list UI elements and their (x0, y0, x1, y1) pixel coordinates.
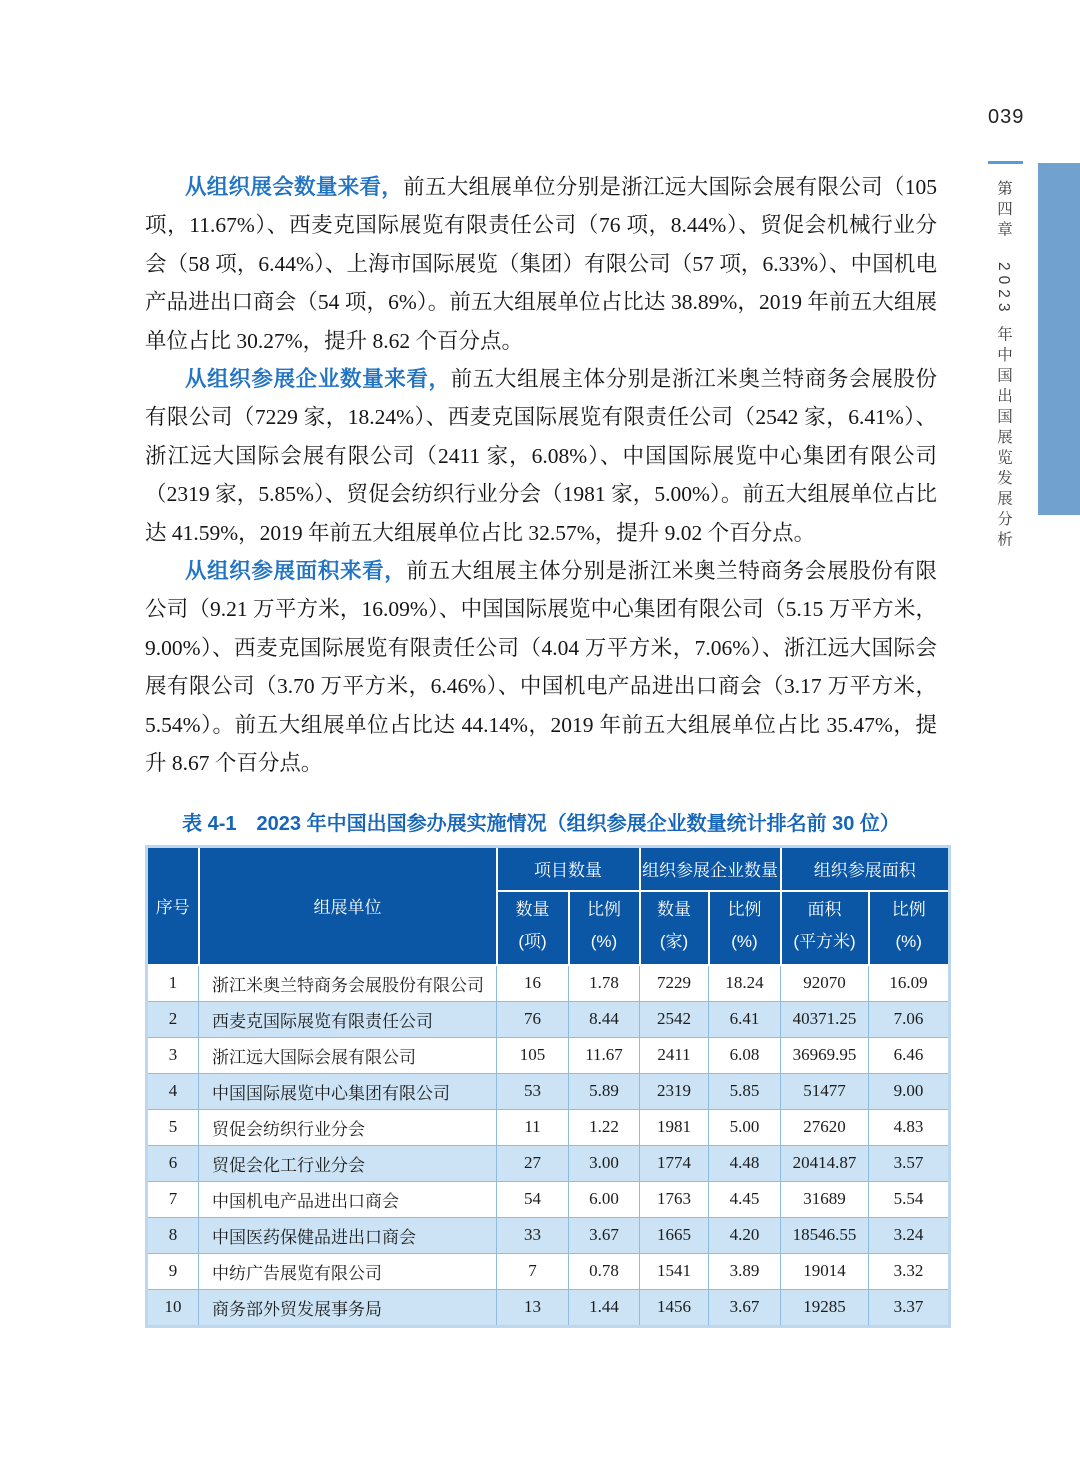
header-group-area: 组织参展面积 (781, 846, 950, 891)
cell-project-count: 27 (497, 1145, 569, 1181)
paragraph-exhibition-count (145, 168, 937, 360)
cell-project-ratio: 8.44 (569, 1001, 640, 1037)
cell-project-ratio: 0.78 (569, 1253, 640, 1289)
cell-seq: 5 (147, 1109, 199, 1145)
cell-enterprise-count: 1541 (640, 1253, 709, 1289)
cell-area-value: 36969.95 (781, 1037, 869, 1073)
cell-enterprise-count: 2319 (640, 1073, 709, 1109)
cell-area-ratio: 3.57 (869, 1145, 950, 1181)
table-header (147, 846, 950, 965)
cell-organizer: 西麦克国际展览有限责任公司 (199, 1001, 497, 1037)
cell-area-ratio: 3.32 (869, 1253, 950, 1289)
cell-area-value: 20414.87 (781, 1145, 869, 1181)
cell-area-ratio: 7.06 (869, 1001, 950, 1037)
cell-enterprise-ratio: 4.20 (709, 1217, 781, 1253)
paragraph-text: 前五大组展主体分别是浙江米奥兰特商务会展股份有限公司（7229 家，18.24%）、西麦克国际展览有限责任公司（2542 家，6.41%）、浙江远大国际会展有限公司（2411 家，6.08%）、中国国际展览中心集团有限公司（2319 家，5.85%）、贸促会纺织行业分会（1981 家，5.00%）。前五大组展单位占比达 41.59%，2019 年前五大组展单位占比 32.57%，提升 9.02 个百分点。 (145, 367, 937, 545)
cell-project-count: 105 (497, 1037, 569, 1073)
header-seq: 序号 (147, 846, 199, 965)
paragraph-lead: 从组织参展企业数量来看， (185, 367, 451, 392)
table-row (147, 1037, 950, 1073)
cell-organizer: 浙江远大国际会展有限公司 (199, 1037, 497, 1073)
cell-project-count: 53 (497, 1073, 569, 1109)
cell-area-value: 19285 (781, 1289, 869, 1326)
header-enterprise-ratio: 比例 (%) (709, 891, 781, 965)
table-row (147, 965, 950, 1002)
cell-project-ratio: 1.44 (569, 1289, 640, 1326)
header-area-value: 面积 (平方米) (781, 891, 869, 965)
cell-enterprise-ratio: 4.48 (709, 1145, 781, 1181)
main-content (145, 168, 937, 1328)
cell-enterprise-count: 1981 (640, 1109, 709, 1145)
cell-enterprise-ratio: 5.00 (709, 1109, 781, 1145)
cell-seq: 6 (147, 1145, 199, 1181)
cell-seq: 4 (147, 1073, 199, 1109)
cell-enterprise-ratio: 3.89 (709, 1253, 781, 1289)
cell-seq: 10 (147, 1289, 199, 1326)
cell-enterprise-ratio: 5.85 (709, 1073, 781, 1109)
table-row (147, 1145, 950, 1181)
table-row (147, 1073, 950, 1109)
cell-enterprise-count: 2411 (640, 1037, 709, 1073)
cell-enterprise-count: 1774 (640, 1145, 709, 1181)
cell-area-value: 92070 (781, 965, 869, 1002)
cell-area-value: 18546.55 (781, 1217, 869, 1253)
cell-organizer: 中国国际展览中心集团有限公司 (199, 1073, 497, 1109)
cell-project-count: 16 (497, 965, 569, 1002)
cell-area-ratio: 9.00 (869, 1073, 950, 1109)
cell-seq: 8 (147, 1217, 199, 1253)
chapter-divider-line (988, 161, 1023, 164)
cell-project-count: 11 (497, 1109, 569, 1145)
cell-organizer: 中纺广告展览有限公司 (199, 1253, 497, 1289)
cell-enterprise-count: 7229 (640, 965, 709, 1002)
cell-enterprise-count: 2542 (640, 1001, 709, 1037)
cell-seq: 1 (147, 965, 199, 1002)
cell-project-ratio: 11.67 (569, 1037, 640, 1073)
cell-seq: 7 (147, 1181, 199, 1217)
cell-project-ratio: 6.00 (569, 1181, 640, 1217)
table-row (147, 1217, 950, 1253)
paragraph-text: 前五大组展主体分别是浙江米奥兰特商务会展股份有限公司（9.21 万平方米，16.09%）、中国国际展览中心集团有限公司（5.15 万平方米，9.00%）、西麦克国际展览有限责任公司（4.04 万平方米，7.06%）、浙江远大国际会展有限公司（3.70 万平方米，6.46%）、中国机电产品进出口商会（3.17 万平方米，5.54%）。前五大组展单位占比达 44.14%，2019 年前五大组展单位占比 35.47%，提升 8.67 个百分点。 (145, 559, 937, 776)
header-organizer: 组展单位 (199, 846, 497, 965)
cell-area-value: 31689 (781, 1181, 869, 1217)
cell-seq: 9 (147, 1253, 199, 1289)
cell-area-ratio: 4.83 (869, 1109, 950, 1145)
table-row (147, 1001, 950, 1037)
chapter-title-vertical: 第四章 2023 年中国出国展览发展分析 (995, 180, 1012, 552)
cell-seq: 2 (147, 1001, 199, 1037)
cell-project-count: 13 (497, 1289, 569, 1326)
cell-area-ratio: 16.09 (869, 965, 950, 1002)
cell-enterprise-ratio: 18.24 (709, 965, 781, 1002)
cell-seq: 3 (147, 1037, 199, 1073)
cell-organizer: 中国医药保健品进出口商会 (199, 1217, 497, 1253)
cell-enterprise-count: 1763 (640, 1181, 709, 1217)
cell-project-count: 7 (497, 1253, 569, 1289)
paragraph-lead: 从组织展会数量来看， (185, 175, 404, 199)
cell-organizer: 贸促会化工行业分会 (199, 1145, 497, 1181)
table-title: 表 4-1 2023 年中国出国参办展实施情况（组织参展企业数量统计排名前 30 位） (182, 812, 900, 835)
table-row (147, 1253, 950, 1289)
table-row (147, 1181, 950, 1217)
page-number: 039 (988, 106, 1025, 128)
header-project-ratio: 比例 (%) (569, 891, 640, 965)
cell-area-ratio: 3.24 (869, 1217, 950, 1253)
cell-area-ratio: 3.37 (869, 1289, 950, 1326)
cell-organizer: 浙江米奥兰特商务会展股份有限公司 (199, 965, 497, 1002)
table-row (147, 1289, 950, 1326)
cell-project-count: 54 (497, 1181, 569, 1217)
cell-area-ratio: 6.46 (869, 1037, 950, 1073)
cell-project-count: 33 (497, 1217, 569, 1253)
paragraph-exhibition-area (145, 552, 937, 782)
cell-organizer: 中国机电产品进出口商会 (199, 1181, 497, 1217)
cell-project-ratio: 3.67 (569, 1217, 640, 1253)
cell-area-value: 27620 (781, 1109, 869, 1145)
cell-project-ratio: 1.78 (569, 965, 640, 1002)
table-body (147, 965, 950, 1327)
cell-project-count: 76 (497, 1001, 569, 1037)
header-project-count: 数量 (项) (497, 891, 569, 965)
chapter-accent-bar (1038, 163, 1080, 515)
header-group-enterprises: 组织参展企业数量 (640, 846, 781, 891)
cell-organizer: 商务部外贸发展事务局 (199, 1289, 497, 1326)
header-group-projects: 项目数量 (497, 846, 640, 891)
cell-enterprise-count: 1665 (640, 1217, 709, 1253)
paragraph-lead: 从组织参展面积来看， (185, 559, 407, 584)
cell-enterprise-ratio: 6.41 (709, 1001, 781, 1037)
cell-area-ratio: 5.54 (869, 1181, 950, 1217)
cell-enterprise-count: 1456 (640, 1289, 709, 1326)
exhibition-statistics-table (145, 845, 951, 1328)
cell-organizer: 贸促会纺织行业分会 (199, 1109, 497, 1145)
header-area-ratio: 比例 (%) (869, 891, 950, 965)
header-enterprise-count: 数量 (家) (640, 891, 709, 965)
cell-enterprise-ratio: 4.45 (709, 1181, 781, 1217)
cell-area-value: 19014 (781, 1253, 869, 1289)
cell-enterprise-ratio: 3.67 (709, 1289, 781, 1326)
cell-project-ratio: 1.22 (569, 1109, 640, 1145)
cell-enterprise-ratio: 6.08 (709, 1037, 781, 1073)
paragraph-enterprise-count (145, 360, 937, 552)
cell-area-value: 40371.25 (781, 1001, 869, 1037)
cell-area-value: 51477 (781, 1073, 869, 1109)
table-row (147, 1109, 950, 1145)
cell-project-ratio: 5.89 (569, 1073, 640, 1109)
cell-project-ratio: 3.00 (569, 1145, 640, 1181)
paragraph-text: 前五大组展单位分别是浙江远大国际会展有限公司（105 项，11.67%）、西麦克国际展览有限责任公司（76 项，8.44%）、贸促会机械行业分会（58 项，6.44%）、上海市国际展览（集团）有限公司（57 项，6.33%）、中国机电产品进出口商会（54 项，6%）。前五大组展单位占比达 38.89%，2019 年前五大组展单位占比 30.27%，提升 8.62 个百分点。 (145, 175, 937, 353)
